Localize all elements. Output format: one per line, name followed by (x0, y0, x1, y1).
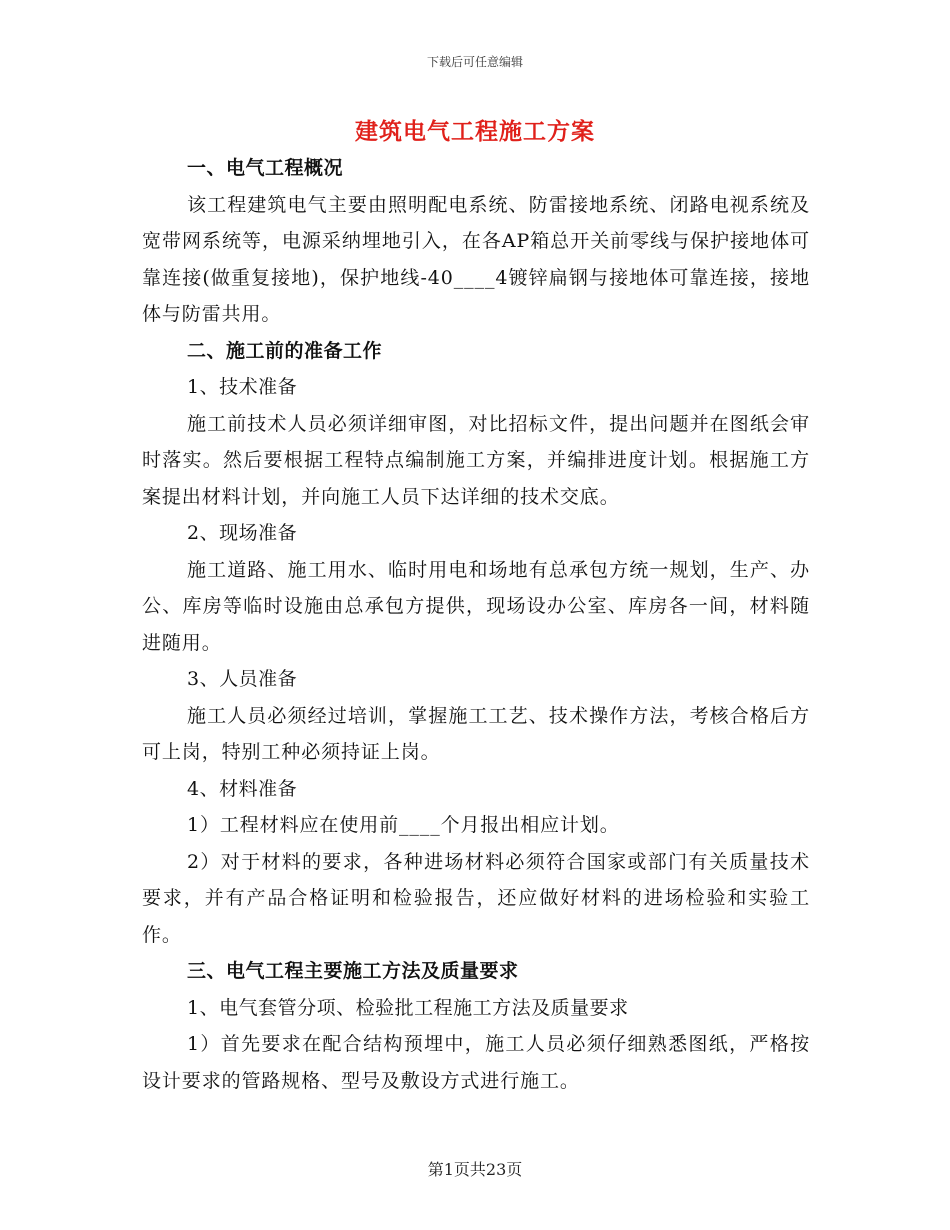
paragraph: 1）工程材料应在使用前____个月报出相应计划。 (187, 814, 620, 836)
subsection-heading: 3、人员准备 (187, 668, 298, 690)
paragraph: 施工人员必须经过培训，掌握施工工艺、技术操作方法，考核合格后方可上岗，特别工种必须持证上岗。 (142, 704, 810, 763)
document-title: 建筑电气工程施工方案 (355, 119, 595, 145)
paragraph: 该工程建筑电气主要由照明配电系统、防雷接地系统、闭路电视系统及宽带网系统等，电源采纳埋地引入，在各AP箱总开关前零线与保护接地体可靠连接(做重复接地)，保护地线-40____4镀锌扁钢与接地体可靠连接，接地体与防雷共用。 (142, 193, 810, 325)
page-footer: 第1页共23页 (427, 1160, 523, 1179)
paragraph: 2）对于材料的要求，各种进场材料必须符合国家或部门有关质量技术要求，并有产品合格证明和检验报告，还应做好材料的进场检验和实验工作。 (142, 850, 810, 946)
subsection-heading: 4、材料准备 (187, 777, 298, 800)
paragraph: 1）首先要求在配合结构预埋中，施工人员必须仔细熟悉图纸，严格按设计要求的管路规格、型号及敷设方式进行施工。 (142, 1033, 810, 1092)
section-heading: 一、电气工程概况 (187, 157, 344, 179)
subsection-heading: 2、现场准备 (187, 522, 298, 544)
subsection-heading: 1、技术准备 (187, 376, 298, 398)
section-heading: 二、施工前的准备工作 (187, 339, 383, 362)
document-body (142, 150, 810, 1099)
subsection-heading: 1、电气套管分项、检验批工程施工方法及质量要求 (187, 996, 629, 1019)
header-note: 下载后可任意编辑 (426, 55, 523, 69)
paragraph: 施工前技术人员必须详细审图，对比招标文件，提出问题并在图纸会审时落实。然后要根据工程特点编制施工方案，并编排进度计划。根据施工方案提出材料计划，并向施工人员下达详细的技术交底。 (142, 412, 810, 508)
section-heading: 三、电气工程主要施工方法及质量要求 (187, 960, 519, 982)
paragraph: 施工道路、施工用水、临时用电和场地有总承包方统一规划，生产、办公、库房等临时设施由总承包方提供，现场设办公室、库房各一间，材料随进随用。 (142, 558, 810, 654)
